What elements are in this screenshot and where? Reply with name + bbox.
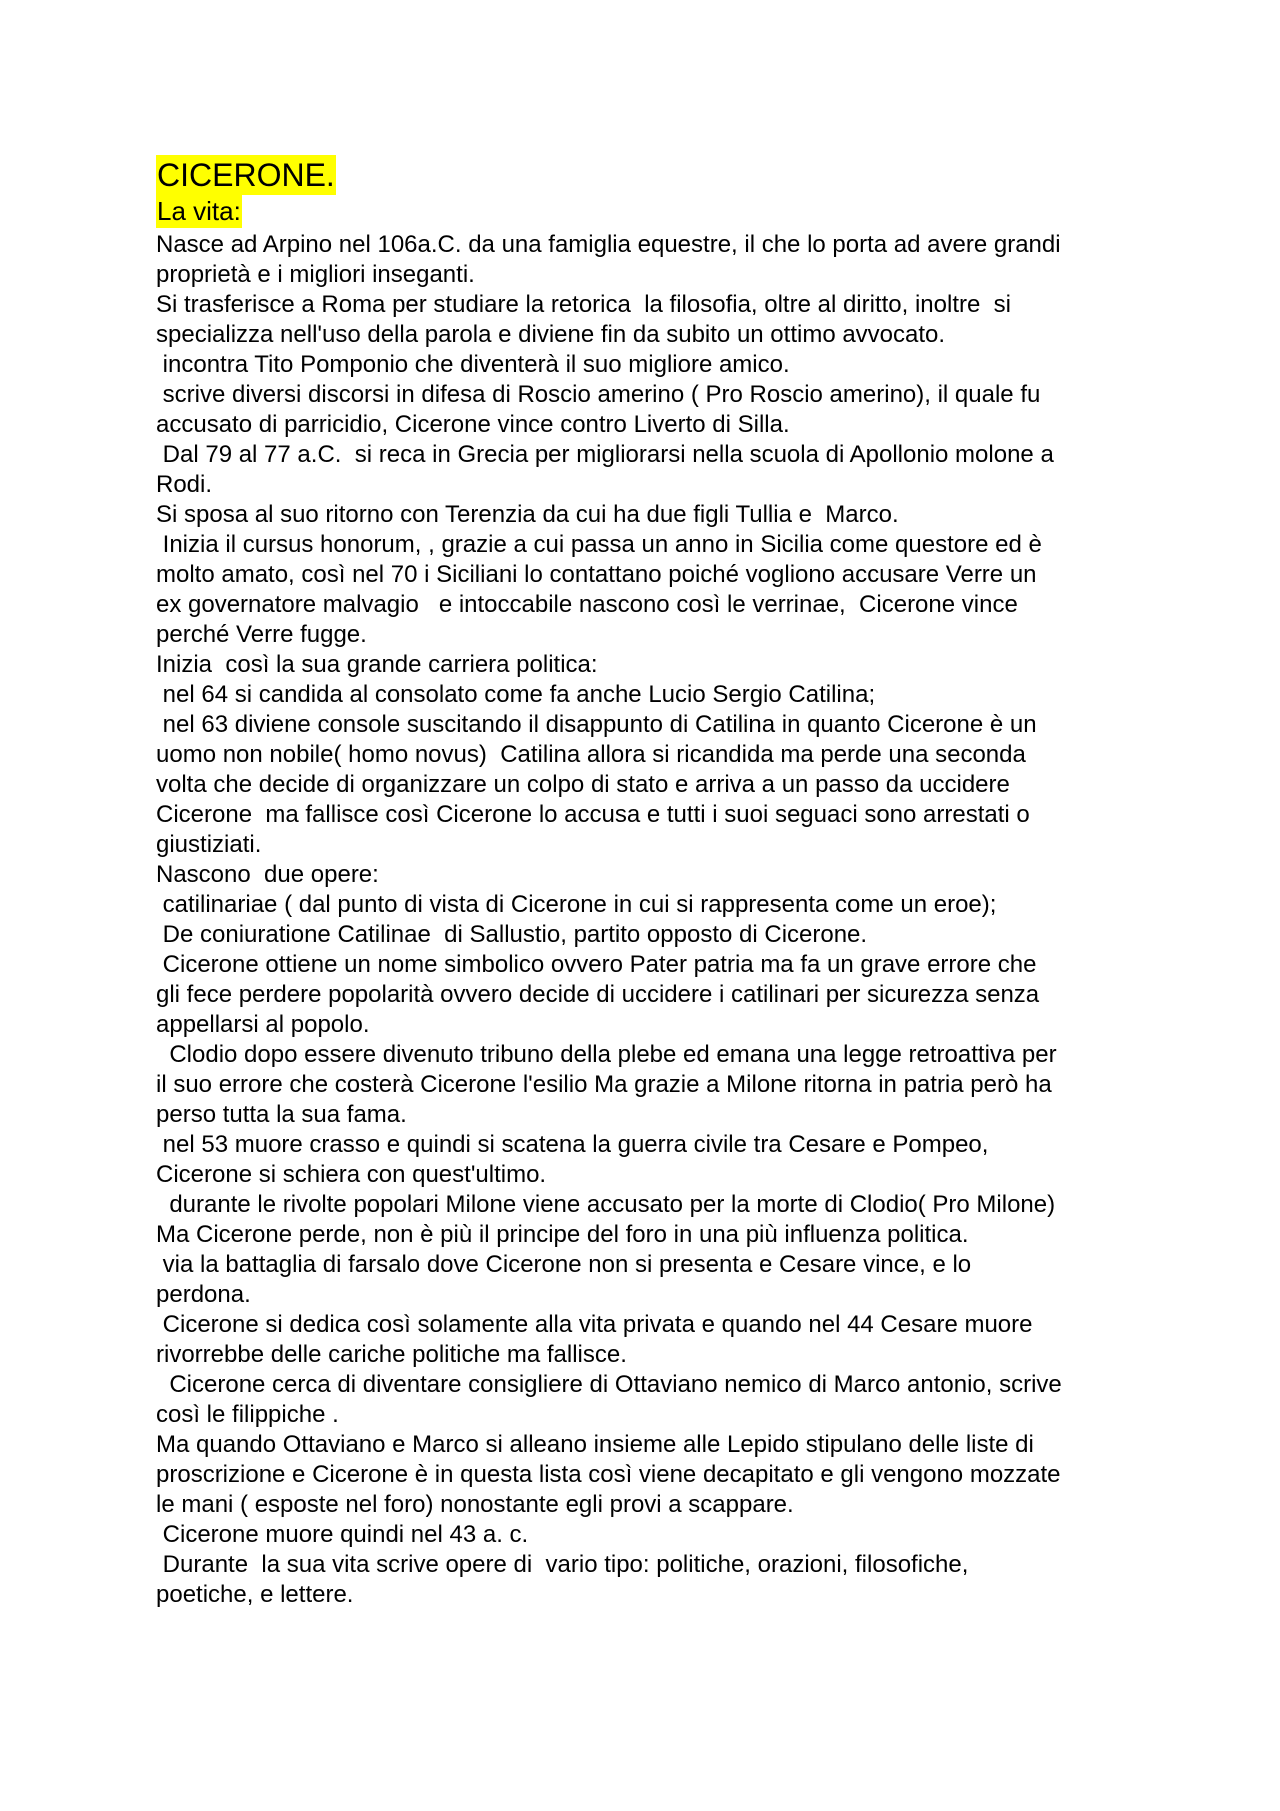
text-line: rivorrebbe delle cariche politiche ma fallisce. xyxy=(156,1341,627,1368)
title-row xyxy=(156,155,1146,195)
text-line: proprietà e i migliori inseganti. xyxy=(156,261,475,288)
text-line: nel 63 diviene console suscitando il disappunto di Catilina in quanto Cicerone è un xyxy=(156,711,1037,738)
text-line: Clodio dopo essere divenuto tribuno della plebe ed emana una legge retroattiva per xyxy=(156,1041,1057,1068)
text-line: De coniuratione Catilinae di Sallustio, partito opposto di Cicerone. xyxy=(156,921,868,948)
text-line: catilinariae ( dal punto di vista di Cicerone in cui si rappresenta come un eroe); xyxy=(156,891,997,918)
text-line: specializza nell'uso della parola e diviene fin da subito un ottimo avvocato. xyxy=(156,321,946,348)
text-line: Cicerone ottiene un nome simbolico ovvero Pater patria ma fa un grave errore che xyxy=(156,951,1037,978)
text-line: Dal 79 al 77 a.C. si reca in Grecia per migliorarsi nella scuola di Apollonio molone a xyxy=(156,441,1054,468)
body-text xyxy=(156,230,1146,1610)
text-line: il suo errore che costerà Cicerone l'esilio Ma grazie a Milone ritorna in patria però ha xyxy=(156,1071,1052,1098)
text-line: proscrizione e Cicerone è in questa lista così viene decapitato e gli vengono mozzate xyxy=(156,1461,1061,1488)
text-line: ex governatore malvagio e intoccabile nascono così le verrinae, Cicerone vince xyxy=(156,591,1018,618)
text-line: Cicerone cerca di diventare consigliere di Ottaviano nemico di Marco antonio, scrive xyxy=(156,1371,1062,1398)
text-line: volta che decide di organizzare un colpo di stato e arriva a un passo da uccidere xyxy=(156,771,1010,798)
text-line: gli fece perdere popolarità ovvero decide di uccidere i catilinari per sicurezza senza xyxy=(156,981,1040,1008)
text-line: Si sposa al suo ritorno con Terenzia da cui ha due figli Tullia e Marco. xyxy=(156,501,899,528)
text-line: Cicerone ma fallisce così Cicerone lo accusa e tutti i suoi seguaci sono arrestati o xyxy=(156,801,1030,828)
text-line: appellarsi al popolo. xyxy=(156,1011,370,1038)
text-line: Durante la sua vita scrive opere di vario tipo: politiche, orazioni, filosofiche, xyxy=(156,1551,969,1578)
text-line: durante le rivolte popolari Milone viene accusato per la morte di Clodio( Pro Milone) xyxy=(156,1191,1056,1218)
text-line: poetiche, e lettere. xyxy=(156,1581,354,1608)
text-line: perché Verre fugge. xyxy=(156,621,367,648)
text-line: molto amato, così nel 70 i Siciliani lo contattano poiché vogliono accusare Verre un xyxy=(156,561,1037,588)
text-line: Rodi. xyxy=(156,471,213,498)
text-line: Cicerone si schiera con quest'ultimo. xyxy=(156,1161,547,1188)
text-line: Nasce ad Arpino nel 106a.C. da una famiglia equestre, il che lo porta ad avere grandi xyxy=(156,231,1061,258)
text-line: scrive diversi discorsi in difesa di Roscio amerino ( Pro Roscio amerino), il quale fu xyxy=(156,381,1041,408)
text-line: incontra Tito Pomponio che diventerà il suo migliore amico. xyxy=(156,351,790,378)
text-line: nel 53 muore crasso e quindi si scatena la guerra civile tra Cesare e Pompeo, xyxy=(156,1131,989,1158)
text-line: Ma Cicerone perde, non è più il principe del foro in una più influenza politica. xyxy=(156,1221,969,1248)
text-line: perdona. xyxy=(156,1281,251,1308)
text-line: Cicerone si dedica così solamente alla vita privata e quando nel 44 Cesare muore xyxy=(156,1311,1033,1338)
text-line: Si trasferisce a Roma per studiare la retorica la filosofia, oltre al diritto, inoltre si xyxy=(156,291,1012,318)
section-heading: La vita: xyxy=(157,196,241,226)
text-line: Ma quando Ottaviano e Marco si alleano insieme alle Lepido stipulano delle liste di xyxy=(156,1431,1034,1458)
text-line: Cicerone muore quindi nel 43 a. c. xyxy=(156,1521,529,1548)
text-line: le mani ( esposte nel foro) nonostante egli provi a scappare. xyxy=(156,1491,794,1518)
document-title: CICERONE. xyxy=(157,157,335,193)
text-line: così le filippiche . xyxy=(156,1401,339,1428)
text-line: perso tutta la sua fama. xyxy=(156,1101,407,1128)
text-line: Inizia il cursus honorum, , grazie a cui passa un anno in Sicilia come questore ed è xyxy=(156,531,1042,558)
text-line: Nascono due opere: xyxy=(156,861,379,888)
text-line: nel 64 si candida al consolato come fa anche Lucio Sergio Catilina; xyxy=(156,681,876,708)
text-line: accusato di parricidio, Cicerone vince contro Liverto di Silla. xyxy=(156,411,790,438)
text-line: Inizia così la sua grande carriera politica: xyxy=(156,651,598,678)
text-line: uomo non nobile( homo novus) Catilina allora si ricandida ma perde una seconda xyxy=(156,741,1026,768)
document-page xyxy=(156,155,1146,1610)
subtitle-row xyxy=(156,195,1146,230)
text-line: giustiziati. xyxy=(156,831,262,858)
text-line: via la battaglia di farsalo dove Cicerone non si presenta e Cesare vince, e lo xyxy=(156,1251,972,1278)
